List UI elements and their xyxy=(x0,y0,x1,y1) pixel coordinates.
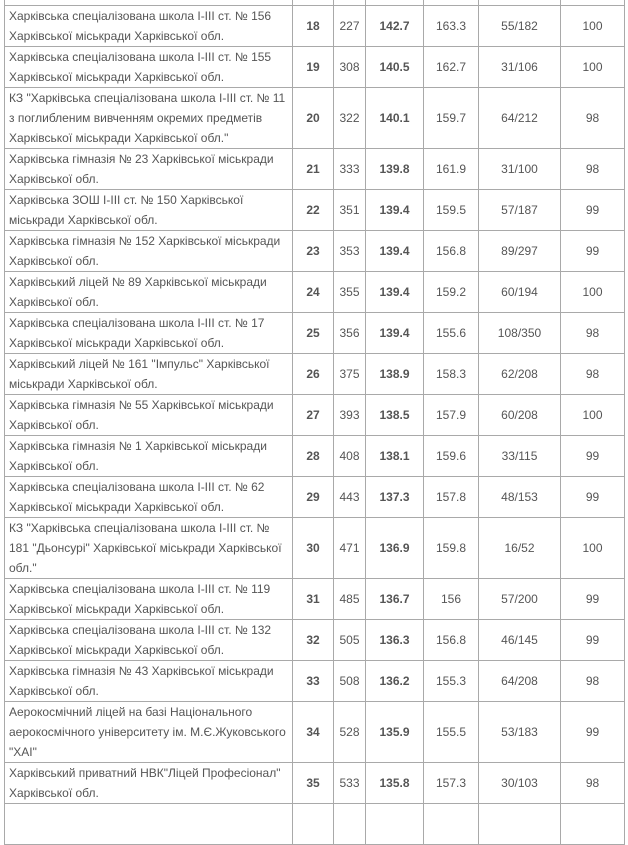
max-score-cell: 159.5 xyxy=(424,190,479,231)
ratio-cell: 60/208 xyxy=(479,395,561,436)
max-score-cell: 158.3 xyxy=(424,354,479,395)
position-cell: 351 xyxy=(334,190,366,231)
percent-cell: 98 xyxy=(561,313,625,354)
school-name-cell: Харківська гімназія № 23 Харківської міськради Харківської обл. xyxy=(5,149,293,190)
score-cell: 142.7 xyxy=(366,6,424,47)
rank-cell xyxy=(293,804,334,845)
percent-cell: 99 xyxy=(561,579,625,620)
table-row xyxy=(5,436,625,477)
max-score-cell: 159.7 xyxy=(424,88,479,149)
position-cell: 333 xyxy=(334,149,366,190)
ratio-cell: 57/200 xyxy=(479,579,561,620)
score-cell: 139.4 xyxy=(366,313,424,354)
score-cell: 139.4 xyxy=(366,190,424,231)
percent-cell: 100 xyxy=(561,272,625,313)
school-name-cell xyxy=(5,804,293,845)
school-name-cell: Харківська гімназія № 55 Харківської міськради Харківської обл. xyxy=(5,395,293,436)
rank-cell: 31 xyxy=(293,579,334,620)
score-cell: 140.1 xyxy=(366,88,424,149)
school-name-cell: Харківська гімназія № 43 Харківської міськради Харківської обл. xyxy=(5,661,293,702)
percent-cell: 100 xyxy=(561,518,625,579)
max-score-cell: 155.6 xyxy=(424,313,479,354)
position-cell: 408 xyxy=(334,436,366,477)
ratio-cell: 33/115 xyxy=(479,436,561,477)
score-cell: 138.1 xyxy=(366,436,424,477)
max-score-cell: 157.9 xyxy=(424,395,479,436)
percent-cell: 99 xyxy=(561,231,625,272)
ratio-cell: 46/145 xyxy=(479,620,561,661)
percent-cell: 99 xyxy=(561,702,625,763)
table-row xyxy=(5,47,625,88)
percent-cell: 98 xyxy=(561,354,625,395)
rank-cell: 25 xyxy=(293,313,334,354)
ratio-cell: 89/297 xyxy=(479,231,561,272)
table-row xyxy=(5,620,625,661)
max-score-cell: 159.8 xyxy=(424,518,479,579)
table-row xyxy=(5,661,625,702)
ratio-cell: 108/350 xyxy=(479,313,561,354)
rank-cell: 29 xyxy=(293,477,334,518)
rank-cell: 32 xyxy=(293,620,334,661)
table-row xyxy=(5,272,625,313)
score-cell: 139.8 xyxy=(366,149,424,190)
rank-cell: 21 xyxy=(293,149,334,190)
school-rating-table xyxy=(4,0,625,845)
school-name-cell: Харківська спеціалізована школа І-ІІІ ст. № 156 Харківської міськради Харківської обл. xyxy=(5,6,293,47)
score-cell: 140.5 xyxy=(366,47,424,88)
school-name-cell: Харківський ліцей № 161 "Імпульс" Харківської міськради Харківської обл. xyxy=(5,354,293,395)
max-score-cell: 156.8 xyxy=(424,231,479,272)
school-name-cell: КЗ "Харківська спеціалізована школа І-ІІІ ст. № 181 "Дьонсурі" Харківської міськради Харківської обл." xyxy=(5,518,293,579)
max-score-cell: 157.8 xyxy=(424,477,479,518)
position-cell: 308 xyxy=(334,47,366,88)
max-score-cell: 156.8 xyxy=(424,620,479,661)
table-row xyxy=(5,231,625,272)
score-cell: 136.9 xyxy=(366,518,424,579)
score-cell: 139.4 xyxy=(366,272,424,313)
max-score-cell: 161.9 xyxy=(424,149,479,190)
max-score-cell: 159.6 xyxy=(424,436,479,477)
ratio-cell xyxy=(479,804,561,845)
school-name-cell: Харківська гімназія № 1 Харківської міськради Харківської обл. xyxy=(5,436,293,477)
percent-cell: 99 xyxy=(561,190,625,231)
percent-cell: 100 xyxy=(561,395,625,436)
position-cell: 355 xyxy=(334,272,366,313)
score-cell: 138.9 xyxy=(366,354,424,395)
position-cell: 393 xyxy=(334,395,366,436)
percent-cell: 98 xyxy=(561,88,625,149)
ratio-cell: 60/194 xyxy=(479,272,561,313)
percent-cell: 99 xyxy=(561,477,625,518)
score-cell: 136.7 xyxy=(366,579,424,620)
ratio-cell: 55/182 xyxy=(479,6,561,47)
table-row xyxy=(5,313,625,354)
rank-cell: 24 xyxy=(293,272,334,313)
rank-cell: 22 xyxy=(293,190,334,231)
position-cell: 227 xyxy=(334,6,366,47)
position-cell xyxy=(334,804,366,845)
rank-cell: 30 xyxy=(293,518,334,579)
rank-cell: 18 xyxy=(293,6,334,47)
table-row xyxy=(5,518,625,579)
rank-cell: 23 xyxy=(293,231,334,272)
score-cell: 136.3 xyxy=(366,620,424,661)
ratio-cell: 31/106 xyxy=(479,47,561,88)
position-cell: 356 xyxy=(334,313,366,354)
table-row xyxy=(5,477,625,518)
school-name-cell: Харківський ліцей № 89 Харківської міськради Харківської обл. xyxy=(5,272,293,313)
position-cell: 375 xyxy=(334,354,366,395)
rank-cell: 26 xyxy=(293,354,334,395)
rank-cell: 28 xyxy=(293,436,334,477)
school-name-cell: Харківська спеціалізована школа І-ІІІ ст. № 17 Харківської міськради Харківської обл. xyxy=(5,313,293,354)
table-row xyxy=(5,88,625,149)
max-score-cell: 155.3 xyxy=(424,661,479,702)
position-cell: 533 xyxy=(334,763,366,804)
school-name-cell: Харківська спеціалізована школа І-ІІІ ст. № 119 Харківської міськради Харківської обл. xyxy=(5,579,293,620)
percent-cell: 99 xyxy=(561,436,625,477)
percent-cell: 98 xyxy=(561,149,625,190)
max-score-cell: 163.3 xyxy=(424,6,479,47)
percent-cell xyxy=(561,804,625,845)
school-name-cell: КЗ "Харківська спеціалізована школа І-ІІІ ст. № 11 з поглибленим вивченням окремих предметів Харківської міськради Харківської обл." xyxy=(5,88,293,149)
table-row xyxy=(5,149,625,190)
table-row xyxy=(5,395,625,436)
score-cell: 135.9 xyxy=(366,702,424,763)
max-score-cell: 157.3 xyxy=(424,763,479,804)
position-cell: 322 xyxy=(334,88,366,149)
position-cell: 485 xyxy=(334,579,366,620)
max-score-cell: 162.7 xyxy=(424,47,479,88)
ratio-cell: 64/208 xyxy=(479,661,561,702)
rank-cell: 19 xyxy=(293,47,334,88)
position-cell: 353 xyxy=(334,231,366,272)
school-name-cell: Харківська спеціалізована школа І-ІІІ ст. № 62 Харківської міськради Харківської обл. xyxy=(5,477,293,518)
position-cell: 508 xyxy=(334,661,366,702)
position-cell: 505 xyxy=(334,620,366,661)
position-cell: 443 xyxy=(334,477,366,518)
school-name-cell: Харківська гімназія № 152 Харківської міськради Харківської обл. xyxy=(5,231,293,272)
max-score-cell: 155.5 xyxy=(424,702,479,763)
table-row xyxy=(5,6,625,47)
max-score-cell: 156 xyxy=(424,579,479,620)
rank-cell: 33 xyxy=(293,661,334,702)
score-cell: 137.3 xyxy=(366,477,424,518)
table-row xyxy=(5,579,625,620)
ratio-cell: 30/103 xyxy=(479,763,561,804)
rank-cell: 35 xyxy=(293,763,334,804)
school-name-cell: Харківська спеціалізована школа І-ІІІ ст. № 155 Харківської міськради Харківської обл. xyxy=(5,47,293,88)
max-score-cell xyxy=(424,804,479,845)
table-row xyxy=(5,702,625,763)
school-name-cell: Харківська ЗОШ І-ІІІ ст. № 150 Харківської міськради Харківської обл. xyxy=(5,190,293,231)
school-name-cell: Аерокосмічний ліцей на базі Національного аерокосмічного університету ім. М.Є.Жуковського "ХАІ" xyxy=(5,702,293,763)
table-row xyxy=(5,190,625,231)
table-row xyxy=(5,354,625,395)
max-score-cell: 159.2 xyxy=(424,272,479,313)
table-body xyxy=(5,0,625,845)
percent-cell: 100 xyxy=(561,47,625,88)
ratio-cell: 53/183 xyxy=(479,702,561,763)
ratio-cell: 64/212 xyxy=(479,88,561,149)
table-row xyxy=(5,763,625,804)
ratio-cell: 62/208 xyxy=(479,354,561,395)
school-name-cell: Харківський приватний НВК"Ліцей Професіонал" Харківської обл. xyxy=(5,763,293,804)
ratio-cell: 57/187 xyxy=(479,190,561,231)
ratio-cell: 31/100 xyxy=(479,149,561,190)
rank-cell: 34 xyxy=(293,702,334,763)
position-cell: 471 xyxy=(334,518,366,579)
score-cell: 135.8 xyxy=(366,763,424,804)
school-name-cell: Харківська спеціалізована школа І-ІІІ ст. № 132 Харківської міськради Харківської обл. xyxy=(5,620,293,661)
percent-cell: 99 xyxy=(561,620,625,661)
score-cell: 139.4 xyxy=(366,231,424,272)
position-cell: 528 xyxy=(334,702,366,763)
percent-cell: 98 xyxy=(561,661,625,702)
percent-cell: 98 xyxy=(561,763,625,804)
score-cell: 138.5 xyxy=(366,395,424,436)
rank-cell: 27 xyxy=(293,395,334,436)
ratio-cell: 16/52 xyxy=(479,518,561,579)
percent-cell: 100 xyxy=(561,6,625,47)
ratio-cell: 48/153 xyxy=(479,477,561,518)
score-cell xyxy=(366,804,424,845)
score-cell: 136.2 xyxy=(366,661,424,702)
table-row-partial xyxy=(5,804,625,845)
rank-cell: 20 xyxy=(293,88,334,149)
